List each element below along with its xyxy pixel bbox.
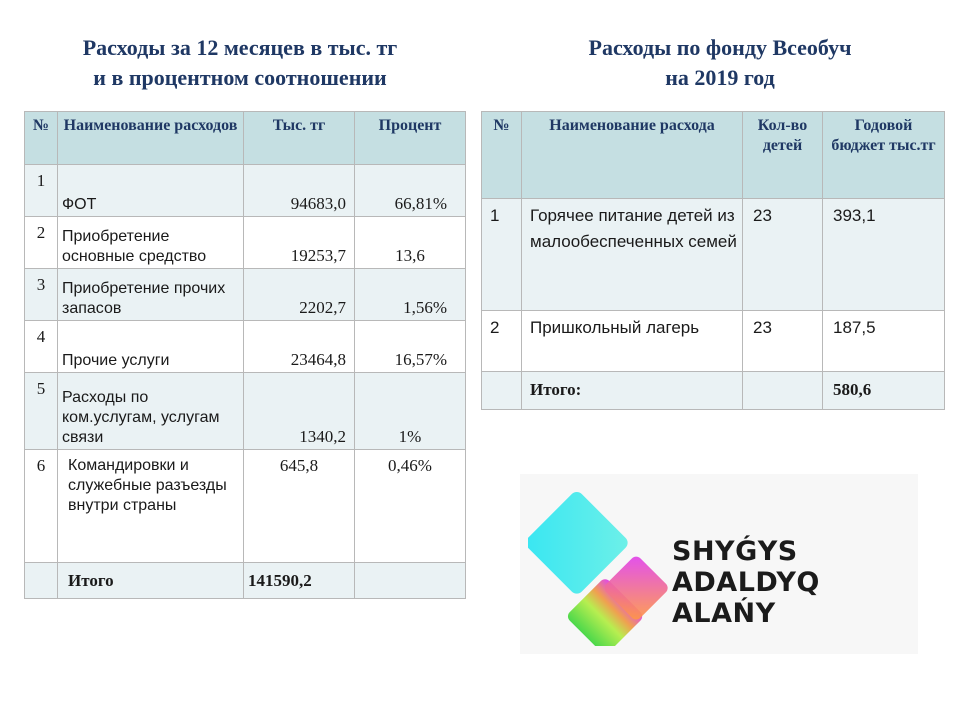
row-amount: 2202,7 xyxy=(244,269,355,321)
total-row xyxy=(482,372,945,410)
left-title-line2: и в процентном соотношении xyxy=(93,65,387,90)
table-row xyxy=(25,269,466,321)
expenses-header-percent: Процент xyxy=(355,112,466,165)
row-percent: 66,81% xyxy=(355,165,466,217)
fund-header-count: Кол-во детей xyxy=(743,112,823,199)
left-title-line1: Расходы за 12 месяцев в тыс. тг xyxy=(82,35,398,60)
total-label: Итого xyxy=(58,563,244,599)
total-row xyxy=(25,563,466,599)
row-name: Приобретение прочих запасов xyxy=(58,269,244,321)
table-row xyxy=(25,321,466,373)
row-num: 4 xyxy=(25,321,58,373)
row-num: 2 xyxy=(482,311,522,372)
row-name: Прочие услуги xyxy=(58,321,244,373)
expenses-header-amount: Тыс. тг xyxy=(244,112,355,165)
total-num xyxy=(25,563,58,599)
row-amount: 19253,7 xyxy=(244,217,355,269)
row-amount: 94683,0 xyxy=(244,165,355,217)
total-amount: 141590,2 xyxy=(244,563,355,599)
row-name: ФОТ xyxy=(58,165,244,217)
row-percent: 1,56% xyxy=(355,269,466,321)
logo-text-line1: SHYǴYS xyxy=(672,536,798,567)
row-num: 2 xyxy=(25,217,58,269)
row-count: 23 xyxy=(743,199,823,311)
row-name: Пришкольный лагерь xyxy=(522,311,743,372)
row-percent: 0,46% xyxy=(355,450,466,563)
row-percent: 13,6 xyxy=(355,217,466,269)
row-name: Командировки и служебные разъезды внутри страны xyxy=(58,450,244,563)
row-percent: 1% xyxy=(355,373,466,450)
row-budget: 393,1 xyxy=(823,199,945,311)
total-budget: 580,6 xyxy=(823,372,945,410)
table-row xyxy=(482,199,945,311)
total-percent xyxy=(355,563,466,599)
table-row xyxy=(25,165,466,217)
right-title xyxy=(495,33,945,93)
logo-text-line2: ADALDYQ ALAŃY xyxy=(672,567,820,629)
right-title-line2: на 2019 год xyxy=(665,65,775,90)
row-count: 23 xyxy=(743,311,823,372)
row-amount: 1340,2 xyxy=(244,373,355,450)
table-row xyxy=(25,450,466,563)
logo-mark-icon xyxy=(528,482,668,646)
total-num xyxy=(482,372,522,410)
row-name: Приобретение основные средство xyxy=(58,217,244,269)
row-num: 6 xyxy=(25,450,58,563)
table-row xyxy=(25,373,466,450)
row-name: Расходы по ком.услугам, услугам связи xyxy=(58,373,244,450)
row-num: 5 xyxy=(25,373,58,450)
right-title-line1: Расходы по фонду Всеобуч xyxy=(588,35,852,60)
table-row xyxy=(25,217,466,269)
fund-header-row xyxy=(482,112,945,199)
row-amount: 23464,8 xyxy=(244,321,355,373)
fund-header-name: Наименование расхода xyxy=(522,112,743,199)
row-num: 3 xyxy=(25,269,58,321)
logo xyxy=(520,474,918,654)
fund-header-budget: Годовой бюджет тыс.тг xyxy=(823,112,945,199)
row-num: 1 xyxy=(482,199,522,311)
total-label: Итого: xyxy=(522,372,743,410)
row-percent: 16,57% xyxy=(355,321,466,373)
expenses-table xyxy=(24,111,466,599)
row-amount: 645,8 xyxy=(244,450,355,563)
table-row xyxy=(482,311,945,372)
row-num: 1 xyxy=(25,165,58,217)
expenses-header-name: Наименование расходов xyxy=(58,112,244,165)
row-name: Горячее питание детей из малообеспеченных семей xyxy=(522,199,743,311)
total-count xyxy=(743,372,823,410)
left-title xyxy=(30,33,450,93)
fund-header-num: № xyxy=(482,112,522,199)
expenses-header-num: № xyxy=(25,112,58,165)
expenses-header-row xyxy=(25,112,466,165)
row-budget: 187,5 xyxy=(823,311,945,372)
fund-table xyxy=(481,111,945,410)
logo-text xyxy=(672,536,918,629)
